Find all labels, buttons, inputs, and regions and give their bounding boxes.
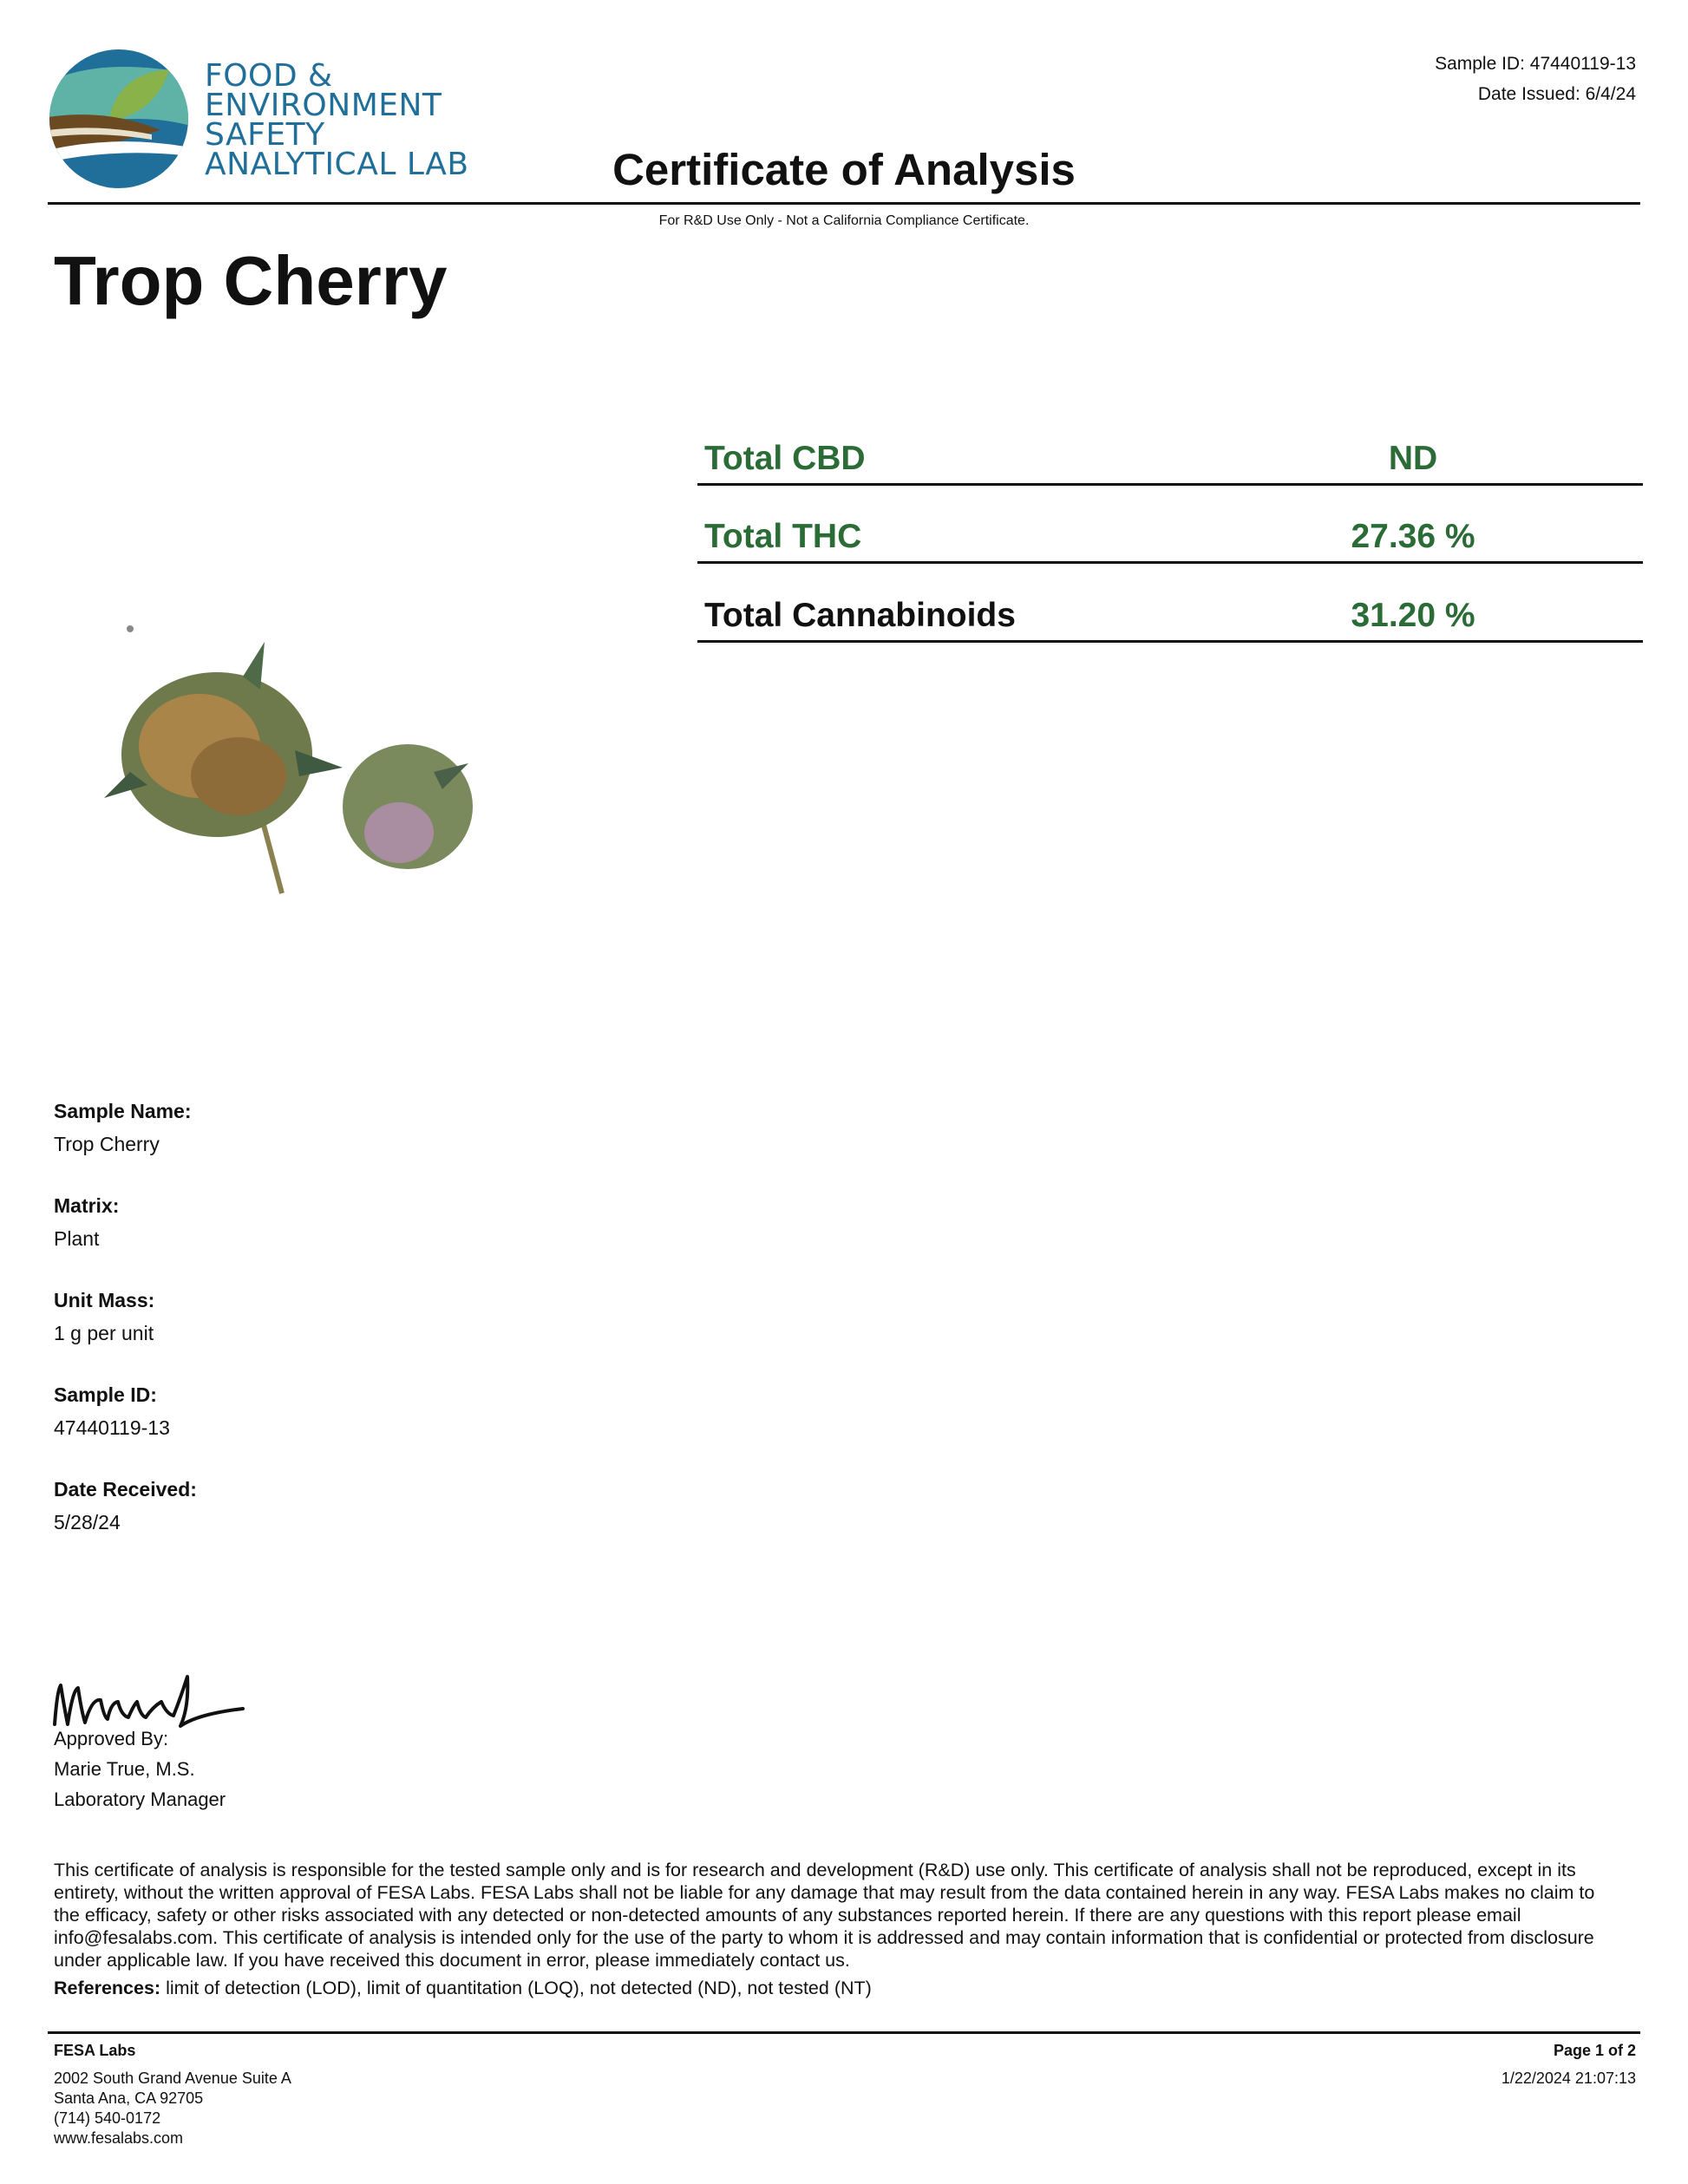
product-title: Trop Cherry [54, 242, 448, 319]
summary-value: ND [1388, 440, 1438, 477]
rd-use-note: For R&D Use Only - Not a California Compliance Certificate. [658, 213, 1030, 228]
disclaimer-text: This certificate of analysis is responsible for the tested sample only and is for research and development (R&D) use only. This certificate of analysis shall not be reproduced, except in its entirety, without the written approval of FESA Labs. FESA Labs shall not be liable for any damage that may result from the data contained herein in any way. FESA Labs makes no claim to the efficacy, safety or other risks associated with any detected or non-detected amounts of any substances reported herein. If there are any questions with this report please email info@fesalabs.com. This certificate of analysis is intended only for the use of the party to whom it is addressed and may contain information that is confidential or protected from disclosure under applicable law. If you have received this document in error, please immediately contact us. [54, 1860, 1595, 1971]
logo-text-line: ENVIRONMENT [205, 88, 442, 123]
summary-label: Total CBD [704, 440, 866, 477]
footer-phone: (714) 540-0172 [54, 2109, 161, 2127]
approver-role: Laboratory Manager [54, 1788, 226, 1810]
footer-company: FESA Labs [54, 2042, 136, 2059]
logo-text-line: SAFETY [205, 117, 325, 153]
date-received-label: Date Received: [54, 1478, 197, 1501]
product-photo [95, 598, 529, 945]
sample-id-value: 47440119-13 [54, 1416, 170, 1439]
footer-address-line: 2002 South Grand Avenue Suite A [54, 2070, 291, 2087]
unit-mass-label: Unit Mass: [54, 1289, 155, 1311]
date-received-value: 5/28/24 [54, 1511, 121, 1533]
sample-name-label: Sample Name: [54, 1100, 192, 1122]
summary-value: 27.36 % [1351, 518, 1475, 555]
references-text [54, 1978, 872, 1999]
header-date-issued: Date Issued: 6/4/24 [1477, 84, 1636, 104]
document-title: Certificate of Analysis [612, 145, 1076, 194]
matrix-value: Plant [54, 1227, 100, 1250]
references-label: References: [54, 1978, 161, 1998]
approved-by-label: Approved By: [54, 1728, 169, 1749]
footer-website[interactable]: www.fesalabs.com [54, 2129, 184, 2147]
summary-value: 31.20 % [1351, 597, 1475, 634]
summary-label: Total THC [704, 518, 862, 555]
unit-mass-value: 1 g per unit [54, 1322, 154, 1344]
logo-text-line: ANALYTICAL LAB [205, 147, 469, 182]
footer-divider [48, 2031, 1640, 2034]
header-sample-id: Sample ID: 47440119-13 [1435, 54, 1636, 74]
summary-row-thc [697, 483, 1643, 564]
matrix-label: Matrix: [54, 1194, 120, 1217]
header-divider [48, 202, 1640, 205]
footer-timestamp: 1/22/2024 21:07:13 [1501, 2070, 1636, 2087]
logo-text-line: FOOD & [205, 58, 333, 94]
sample-name-value: Trop Cherry [54, 1133, 160, 1155]
signature-icon [50, 1664, 250, 1735]
summary-row-cannabinoids [697, 562, 1643, 643]
summary-row-cbd [697, 405, 1643, 486]
approver-name: Marie True, M.S. [54, 1758, 195, 1780]
page-number: Page 1 of 2 [1553, 2042, 1636, 2059]
footer-address-line: Santa Ana, CA 92705 [54, 2089, 204, 2107]
summary-label: Total Cannabinoids [704, 597, 1016, 634]
sample-id-label: Sample ID: [54, 1383, 157, 1406]
references-body: limit of detection (LOD), limit of quantitation (LOQ), not detected (ND), not tested (NT) [160, 1978, 872, 1998]
